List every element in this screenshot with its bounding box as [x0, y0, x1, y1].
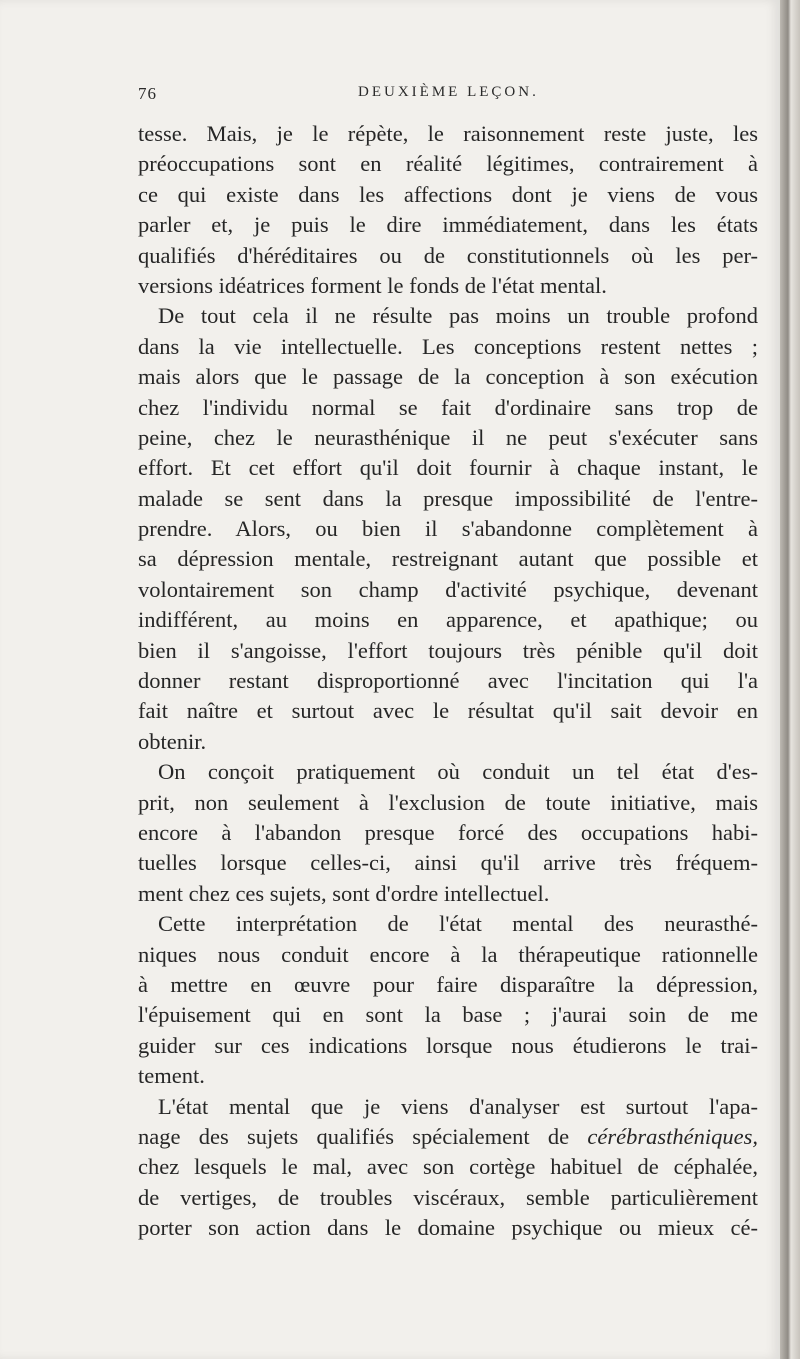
text-line: tement. — [138, 1063, 205, 1089]
text-line: On conçoit pratiquement où conduit un tel état d'es- — [158, 759, 758, 785]
text-line: guider sur ces indications lorsque nous étudierons le trai- — [138, 1032, 758, 1058]
running-head — [138, 84, 758, 110]
text-line: mais alors que le passage de la conception à son exécution — [138, 364, 758, 390]
text-line: nage des sujets qualifiés spécialement de cérébrasthéniques, — [138, 1123, 758, 1149]
emphasized-term: cérébrasthéniques, — [587, 1123, 758, 1149]
text-line: chez lesquels le mal, avec son cortège habituel de céphalée, — [138, 1154, 758, 1180]
book-spine-edge — [780, 0, 800, 1359]
text-line: à mettre en œuvre pour faire disparaître la dépression, — [138, 971, 758, 997]
text-line: de vertiges, de troubles viscéraux, semble particulièrement — [138, 1184, 758, 1210]
text-line: versions idéatrices forment le fonds de l'état mental. — [138, 272, 607, 298]
text-line: obtenir. — [138, 728, 207, 754]
text-line: bien il s'angoisse, l'effort toujours très pénible qu'il doit — [138, 637, 758, 663]
text-line: Cette interprétation de l'état mental des neurasthé- — [158, 911, 758, 937]
text-line: sa dépression mentale, restreignant autant que possible et — [138, 546, 758, 572]
text-line: dans la vie intellectuelle. Les conceptions restent nettes ; — [138, 333, 758, 359]
text-line: ce qui existe dans les affections dont je viens de vous — [138, 181, 758, 207]
text-line: De tout cela il ne résulte pas moins un trouble profond — [158, 303, 758, 329]
body-text — [138, 119, 758, 1243]
text-line: chez l'individu normal se fait d'ordinaire sans trop de — [138, 394, 758, 420]
page-number: 76 — [138, 84, 157, 103]
text-line: préoccupations sont en réalité légitimes, contrairement à — [138, 151, 758, 177]
text-line: peine, chez le neurasthénique il ne peut s'exécuter sans — [138, 424, 758, 450]
text-line: porter son action dans le domaine psychique ou mieux cé- — [138, 1215, 758, 1241]
text-line: indifférent, au moins en apparence, et apathique; ou — [138, 607, 758, 633]
text-line: l'épuisement qui en sont la base ; j'aurai soin de me — [138, 1002, 758, 1028]
text-line: donner restant disproportionné avec l'incitation qui l'a — [138, 668, 758, 694]
text-line: prendre. Alors, ou bien il s'abandonne complètement à — [138, 516, 758, 542]
text-line: effort. Et cet effort qu'il doit fournir à chaque instant, le — [138, 455, 758, 481]
text-line: tesse. Mais, je le répète, le raisonnement reste juste, les — [138, 121, 758, 146]
text-line: volontairement son champ d'activité psychique, devenant — [138, 576, 758, 602]
text-line: L'état mental que je viens d'analyser est surtout l'apa- — [158, 1093, 758, 1119]
text-line: ment chez ces sujets, sont d'ordre intellectuel. — [138, 880, 550, 906]
text-line: niques nous conduit encore à la thérapeutique rationnelle — [138, 941, 758, 967]
chapter-title: DEUXIÈME LEÇON. — [358, 84, 539, 100]
text-line: tuelles lorsque celles-ci, ainsi qu'il arrive très fréquem- — [138, 850, 758, 876]
text-line: prit, non seulement à l'exclusion de toute initiative, mais — [138, 789, 758, 815]
text-line: qualifiés d'héréditaires ou de constitutionnels où les per- — [138, 242, 758, 268]
text-line: fait naître et surtout avec le résultat qu'il sait devoir en — [138, 698, 758, 724]
text-line: malade se sent dans la presque impossibilité de l'entre- — [138, 485, 758, 511]
text-line: parler et, je puis le dire immédiatement, dans les états — [138, 212, 758, 238]
text-line: encore à l'abandon presque forcé des occupations habi- — [138, 819, 758, 845]
